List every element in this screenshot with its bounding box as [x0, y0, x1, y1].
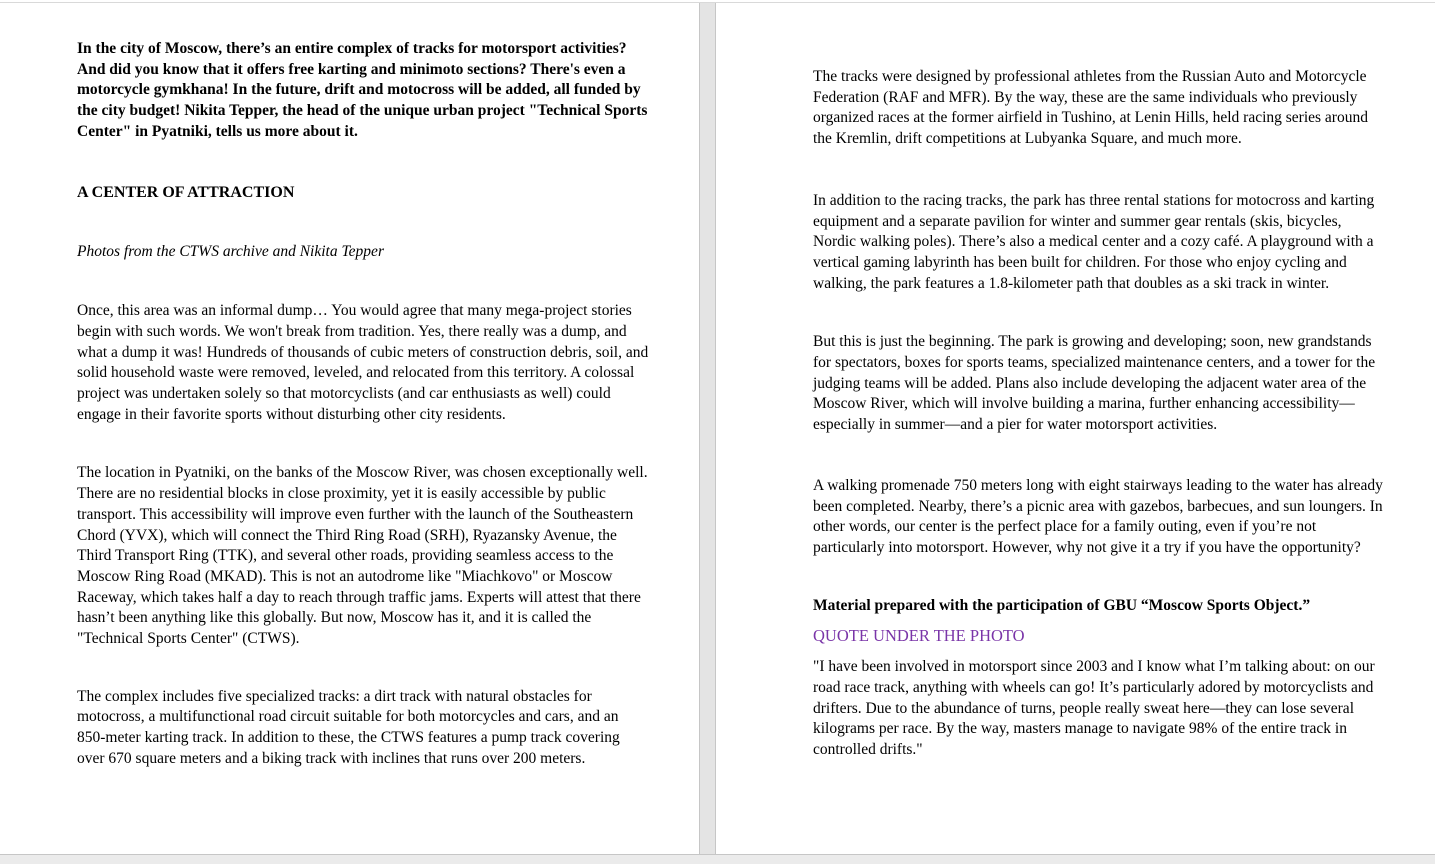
- body-paragraph[interactable]: A walking promenade 750 meters long with eight stairways leading to the water has already been completed. Nearby, there’s a picnic area with gazebos, barbecues, and sun loungers. In other words, our center is the perfect place for a family outing, even if you’re not particularly into motorsport. However, why not give it a try if you have the opportunity?: [813, 476, 1383, 556]
- body-paragraph[interactable]: The tracks were designed by professional athletes from the Russian Auto and Motorcycle Federation (RAF and MFR). By the way, these are the same individuals who previously organized races at the former airfield in Tushino, at Lenin Hills, held racing series around the Kremlin, drift competitions at Lubyanka Square, and much more.: [813, 68, 1368, 148]
- section-heading[interactable]: A CENTER OF ATTRACTION: [77, 183, 295, 201]
- page-2[interactable]: [716, 3, 1435, 854]
- photo-credit-line[interactable]: Photos from the CTWS archive and Nikita Tepper: [77, 242, 384, 260]
- body-paragraph[interactable]: Once, this area was an informal dump… You would agree that many mega-project stories begin with such words. We won't break from tradition. Yes, there really was a dump, and what a dump it was! Hundreds of thousands of cubic meters of construction debris, soil, and solid household waste were removed, leveled, and relocated from this territory. A colossal project was undertaken solely so that motorcyclists (and car enthusiasts as well) could engage in their favorite sports without disturbing other city residents.: [77, 302, 649, 423]
- body-paragraph[interactable]: But this is just the beginning. The park is growing and developing; soon, new grandstands for spectators, boxes for sports teams, specialized maintenance centers, and a tower for the judging teams will be added. Plans also include developing the adjacent water area of the Moscow River, which will involve building a marina, further enhancing accessibility—especially in summer—and a pier for water motorsport activities.: [813, 333, 1376, 434]
- preparation-credit-line[interactable]: Material prepared with the participation of GBU “Moscow Sports Object.”: [813, 596, 1311, 614]
- intro-paragraph[interactable]: In the city of Moscow, there’s an entire complex of tracks for motorsport activities? And did you know that it offers free karting and minimoto sections? There's even a motorcycle gymkhana! In the future, drift and motocross will be added, all funded by the city budget! Nikita Tepper, the head of the unique urban project "Technical Sports Center" in Pyatniki, tells us more about it.: [77, 40, 648, 140]
- body-paragraph[interactable]: In addition to the racing tracks, the park has three rental stations for motocross and karting equipment and a separate pavilion for winter and summer gear rentals (skis, bicycles, Nordic walking poles). There’s also a medical center and a cozy café. A playground with a vertical gaming labyrinth has been built for children. For those who enjoy cycling and walking, the park features a 1.8-kilometer path that doubles as a ski track in winter.: [813, 191, 1375, 292]
- page-1[interactable]: [0, 3, 699, 854]
- body-paragraph[interactable]: The complex includes five specialized tracks: a dirt track with natural obstacles for motocross, a multifunctional road circuit suitable for both motorcycles and cars, and an 850-meter karting track. In addition to these, the CTWS features a pump track covering over 670 square meters and a biking track with inclines that runs over 200 meters.: [77, 687, 620, 767]
- page-gutter: [699, 3, 716, 854]
- quote-paragraph[interactable]: "I have been involved in motorsport since 2003 and I know what I’m talking about: on our road race track, anything with wheels can go! It’s particularly adored by motorcyclists and drifters. Due to the abundance of turns, people really sweat here—they can lose several kilograms per race. By the way, masters manage to navigate 98% of the entire track in controlled drifts.": [813, 658, 1375, 759]
- pages-container: [0, 3, 1435, 854]
- quote-heading[interactable]: QUOTE UNDER THE PHOTO: [813, 626, 1025, 646]
- body-paragraph[interactable]: The location in Pyatniki, on the banks of the Moscow River, was chosen exceptionally well. There are no residential blocks in close proximity, yet it is easily accessible by public transport. This accessibility will improve even further with the launch of the Southeastern Chord (YVX), which will connect the Third Ring Road (SRH), Ryazansky Avenue, the Third Transport Ring (TTK), and several other roads, providing seamless access to the Moscow Ring Road (MKAD). This is not an autodrome like "Miachkovo" or Moscow Raceway, which takes half a day to reach through traffic jams. Experts will attest that there hasn’t been anything like this globally. But now, Moscow has it, and it is called the "Technical Sports Center" (CTWS).: [77, 464, 648, 648]
- viewer-background-strip: [0, 854, 1435, 864]
